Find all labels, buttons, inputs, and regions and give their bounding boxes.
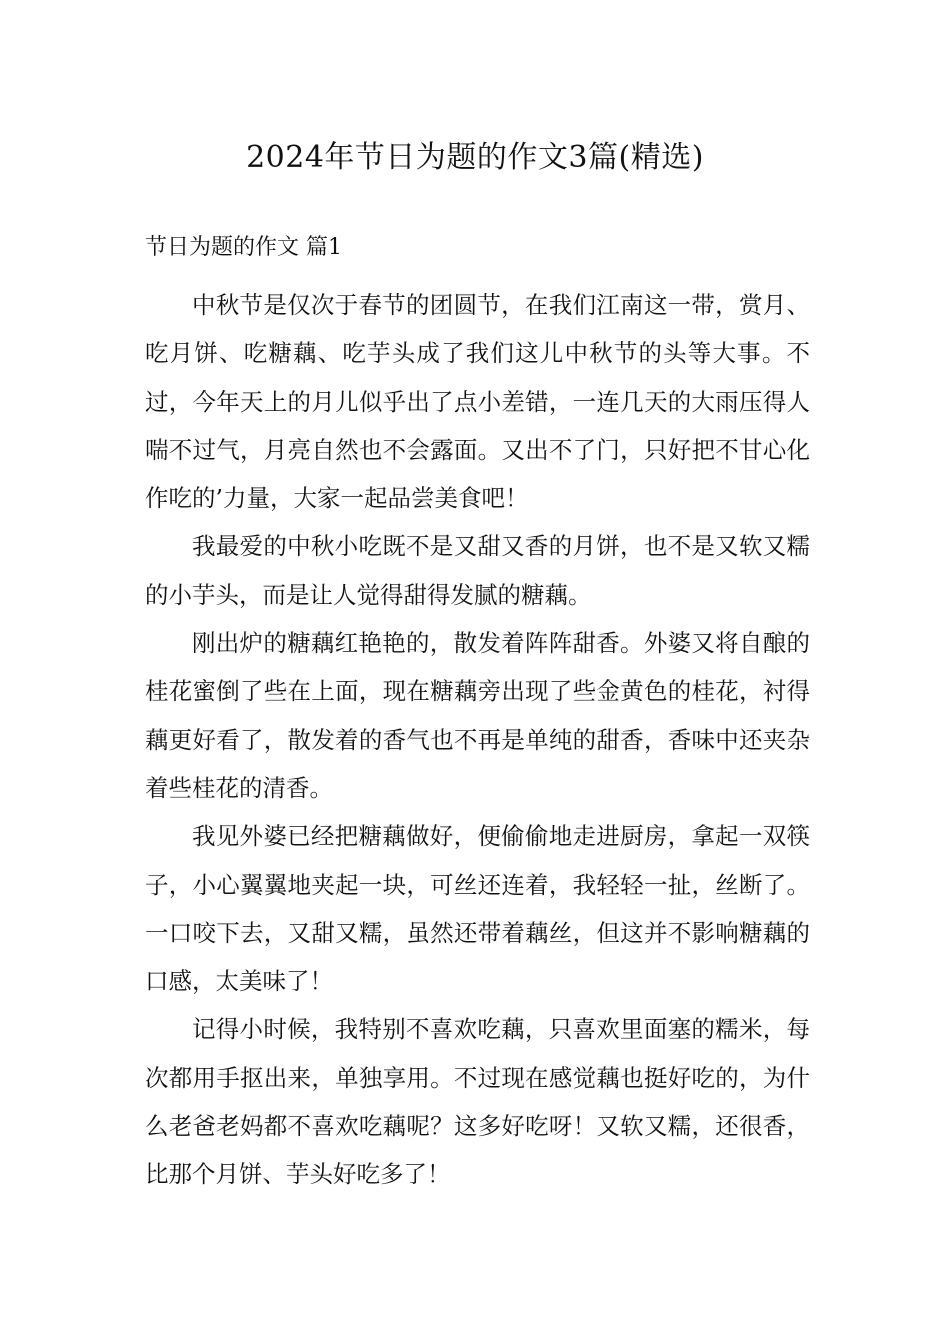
paragraph: 我最爱的中秋小吃既不是又甜又香的月饼，也不是又软又糯的小芋头，而是让人觉得甜得发腻的糖藕。: [145, 532, 810, 609]
paragraph: 我见外婆已经把糖藕做好，便偷偷地走进厨房，拿起一双筷子，小心翼翼地夹起一块，可丝还连着，我轻轻一扯，丝断了。一口咬下去，又甜又糯，虽然还带着藕丝，但这并不影响糖藕的口感，太美味了！: [145, 822, 810, 996]
paragraph: 刚出炉的糖藕红艳艳的，散发着阵阵甜香。外婆又将自酿的桂花蜜倒了些在上面，现在糖藕旁出现了些金黄色的桂花，衬得藕更好看了，散发着的香气也不再是单纯的甜香，香味中还夹杂着些桂花的清香。: [145, 629, 810, 802]
paragraph: 中秋节是仅次于春节的团圆节，在我们江南这一带，赏月、吃月饼、吃糖藕、吃芋头成了我们这儿中秋节的头等大事。不过，今年天上的月儿似乎出了点小差错，一连几天的大雨压得人喘不过气，月亮自然也不会露面。又出不了门，只好把不甘心化作吃的’力量，大家一起品尝美食吧！: [145, 291, 810, 513]
document-title: 2024年节日为题的作文3篇(精选): [246, 140, 704, 175]
paragraph: 记得小时候，我特别不喜欢吃藕，只喜欢里面塞的糯米，每次都用手抠出来，单独享用。不过现在感觉藕也挺好吃的，为什么老爸老妈都不喜欢吃藕呢？这多好吃呀！又软又糯，还很香，比那个月饼、芋头好吃多了！: [145, 1015, 810, 1189]
essay-body: [145, 281, 810, 1199]
section-heading: 节日为题的作文 篇1: [145, 235, 342, 260]
